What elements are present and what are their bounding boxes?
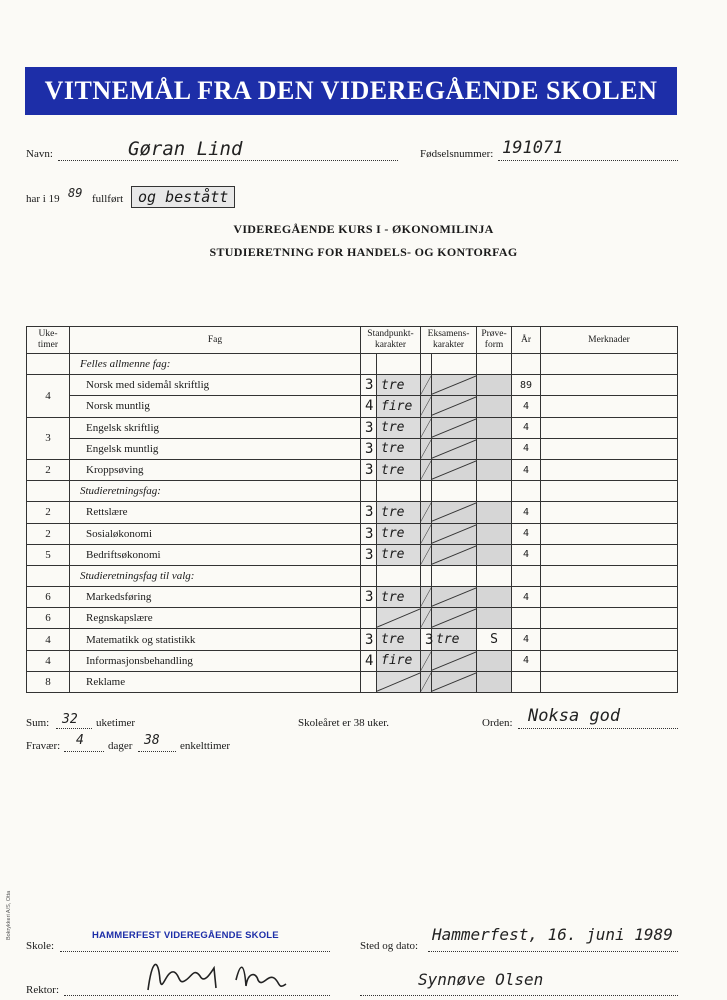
table-row [27,587,678,608]
subject-name: Informasjonsbehandling [70,650,361,671]
exam-number [421,438,432,459]
exam-word [432,544,477,565]
remarks-cell [541,502,678,523]
proveform-cell: S [477,629,512,650]
empty-cell [432,354,477,375]
category-label: Felles allmenne fag: [70,354,361,375]
standpunkt-number: 4 [361,650,377,671]
subject-name: Sosialøkonomi [70,523,361,544]
uke-cell: 4 [27,650,70,671]
standpunkt-word [377,608,421,629]
days-label: dager [108,740,133,752]
table-row [27,629,678,650]
birth-number-label: Fødselsnummer: [420,148,494,160]
table-row [27,502,678,523]
teacher-signature: Synnøve Olsen [418,970,544,989]
col-merknader: Merknader [541,327,678,354]
course-subtitle: STUDIERETNING FOR HANDELS- OG KONTORFAG [209,245,518,259]
exam-word [432,417,477,438]
standpunkt-word: tre [377,417,421,438]
exam-number [421,523,432,544]
sum-value: 32 [62,712,78,727]
category-label: Studieretningsfag: [70,481,361,502]
year-cell: 4 [512,523,541,544]
empty-cell [512,565,541,586]
proveform-cell [477,523,512,544]
remarks-cell [541,544,678,565]
table-row [27,671,678,692]
uke-cell: 6 [27,608,70,629]
uke-cell [27,354,70,375]
category-row [27,481,678,502]
exam-number [421,544,432,565]
place-date-value: Hammerfest, 16. juni 1989 [432,925,673,944]
exam-word: tre [432,629,477,650]
exam-word [432,459,477,480]
uke-cell: 5 [27,544,70,565]
subject-name: Engelsk muntlig [70,438,361,459]
col-standpunkt: Standpunkt- karakter [361,327,421,354]
proveform-cell [477,459,512,480]
year-cell: 4 [512,502,541,523]
sum-unit: uketimer [96,717,136,729]
standpunkt-word [377,671,421,692]
subject-name: Engelsk skriftlig [70,417,361,438]
remarks-cell [541,438,678,459]
remarks-cell [541,608,678,629]
col-fag: Fag [70,327,361,354]
year-cell: 4 [512,650,541,671]
exam-word [432,375,477,396]
proveform-cell [477,544,512,565]
standpunkt-number [361,608,377,629]
absence-hours-line [138,751,176,752]
uke-cell: 2 [27,502,70,523]
empty-cell [541,354,678,375]
exam-word [432,650,477,671]
name-value: Gøran Lind [128,138,243,160]
proveform-cell [477,671,512,692]
subject-name: Norsk muntlig [70,396,361,417]
subject-name: Bedriftsøkonomi [70,544,361,565]
completed-label: fullført [92,193,124,205]
table-row [27,417,678,438]
standpunkt-word: tre [377,629,421,650]
rector-signature [140,950,290,998]
place-date-line [428,951,678,952]
table-row [27,650,678,671]
subject-name: Regnskapslære [70,608,361,629]
exam-number [421,375,432,396]
remarks-cell [541,587,678,608]
subject-name: Reklame [70,671,361,692]
course-title: VIDEREGÅENDE KURS I - ØKONOMILINJA [233,222,494,236]
uke-cell [27,481,70,502]
category-row [27,354,678,375]
standpunkt-number: 3 [361,544,377,565]
category-row [27,565,678,586]
standpunkt-number: 3 [361,459,377,480]
proveform-cell [477,587,512,608]
exam-number [421,459,432,480]
exam-number [421,587,432,608]
hours-label: enkelttimer [180,740,231,752]
empty-cell [377,565,421,586]
proveform-cell [477,502,512,523]
empty-cell [421,565,432,586]
birth-number-value: 191071 [502,138,564,158]
year-cell: 4 [512,396,541,417]
school-year: Skoleåret er 38 uker. [298,717,390,729]
uke-cell: 3 [27,417,70,459]
standpunkt-number: 3 [361,375,377,396]
year-prefix: har i 19 [26,193,60,205]
exam-number [421,650,432,671]
empty-cell [361,354,377,375]
name-label: Navn: [26,148,53,160]
year-cell: 4 [512,544,541,565]
table-row [27,459,678,480]
year-cell [512,671,541,692]
standpunkt-number: 3 [361,629,377,650]
remarks-cell [541,417,678,438]
table-row [27,523,678,544]
col-proveform: Prøve- form [477,327,512,354]
order-label: Orden: [482,717,513,729]
col-eksamen: Eksamens- karakter [421,327,477,354]
sum-line [56,728,92,729]
exam-number [421,671,432,692]
empty-cell [432,481,477,502]
exam-number [421,396,432,417]
standpunkt-word: tre [377,502,421,523]
year-cell: 4 [512,417,541,438]
empty-cell [361,565,377,586]
table-header-row [27,327,678,354]
exam-word [432,523,477,544]
remarks-cell [541,396,678,417]
printer-mark: Bokrykkeri A/S, Otta [6,890,12,940]
empty-cell [477,354,512,375]
rector-label: Rektor: [26,984,59,996]
uke-cell: 4 [27,629,70,650]
proveform-cell [477,438,512,459]
exam-number: 3 [421,629,432,650]
year-cell: 4 [512,459,541,480]
empty-cell [512,481,541,502]
uke-cell: 8 [27,671,70,692]
standpunkt-number: 3 [361,417,377,438]
remarks-cell [541,629,678,650]
table-row [27,438,678,459]
empty-cell [477,565,512,586]
col-uke: Uke- timer [27,327,70,354]
standpunkt-number: 3 [361,502,377,523]
empty-cell [377,481,421,502]
uke-cell: 6 [27,587,70,608]
uke-cell [27,565,70,586]
standpunkt-word: fire [377,650,421,671]
sum-label: Sum: [26,717,50,729]
place-date-label: Sted og dato: [360,940,419,952]
empty-cell [477,481,512,502]
standpunkt-number: 3 [361,523,377,544]
standpunkt-word: tre [377,438,421,459]
standpunkt-word: fire [377,396,421,417]
exam-word [432,438,477,459]
empty-cell [541,565,678,586]
year-cell: 4 [512,629,541,650]
subject-name: Markedsføring [70,587,361,608]
birth-number-line [498,160,678,161]
standpunkt-number [361,671,377,692]
table-row [27,544,678,565]
uke-cell: 4 [27,375,70,417]
exam-word [432,608,477,629]
subject-name: Matematikk og statistikk [70,629,361,650]
absence-days-value: 4 [76,733,84,748]
exam-number [421,608,432,629]
subject-name: Kroppsøving [70,459,361,480]
remarks-cell [541,671,678,692]
empty-cell [361,481,377,502]
empty-cell [421,354,432,375]
page-title: VITNEMÅL FRA DEN VIDEREGÅENDE SKOLEN [25,67,677,115]
uke-cell: 2 [27,523,70,544]
teacher-line [360,995,678,996]
category-label: Studieretningsfag til valg: [70,565,361,586]
grades-table [26,326,678,693]
proveform-cell [477,650,512,671]
completed-value: og bestått [131,186,235,208]
order-line [518,728,678,729]
year-value: 89 [68,186,83,200]
year-cell: 4 [512,438,541,459]
table-row [27,375,678,396]
absence-hours-value: 38 [144,733,160,748]
proveform-cell [477,396,512,417]
year-cell: 89 [512,375,541,396]
remarks-cell [541,375,678,396]
exam-number [421,502,432,523]
school-label: Skole: [26,940,55,952]
exam-number [421,417,432,438]
absence-days-line [64,751,104,752]
name-line [58,160,398,161]
empty-cell [541,481,678,502]
proveform-cell [477,417,512,438]
order-value: Noksa god [528,706,621,726]
exam-word [432,396,477,417]
subject-name: Norsk med sidemål skriftlig [70,375,361,396]
remarks-cell [541,523,678,544]
uke-cell: 2 [27,459,70,480]
remarks-cell [541,650,678,671]
standpunkt-word: tre [377,375,421,396]
empty-cell [432,565,477,586]
standpunkt-number: 3 [361,587,377,608]
standpunkt-number: 3 [361,438,377,459]
standpunkt-word: tre [377,523,421,544]
school-stamp: HAMMERFEST VIDEREGÅENDE SKOLE [92,930,279,941]
standpunkt-word: tre [377,587,421,608]
proveform-cell [477,375,512,396]
year-cell [512,608,541,629]
exam-word [432,671,477,692]
table-row [27,608,678,629]
col-ar: År [512,327,541,354]
exam-word [432,587,477,608]
year-cell: 4 [512,587,541,608]
empty-cell [512,354,541,375]
proveform-cell [477,608,512,629]
empty-cell [377,354,421,375]
standpunkt-word: tre [377,459,421,480]
table-row [27,396,678,417]
remarks-cell [541,459,678,480]
standpunkt-word: tre [377,544,421,565]
absence-label: Fravær: [26,740,61,752]
standpunkt-number: 4 [361,396,377,417]
subject-name: Rettslære [70,502,361,523]
exam-word [432,502,477,523]
empty-cell [421,481,432,502]
